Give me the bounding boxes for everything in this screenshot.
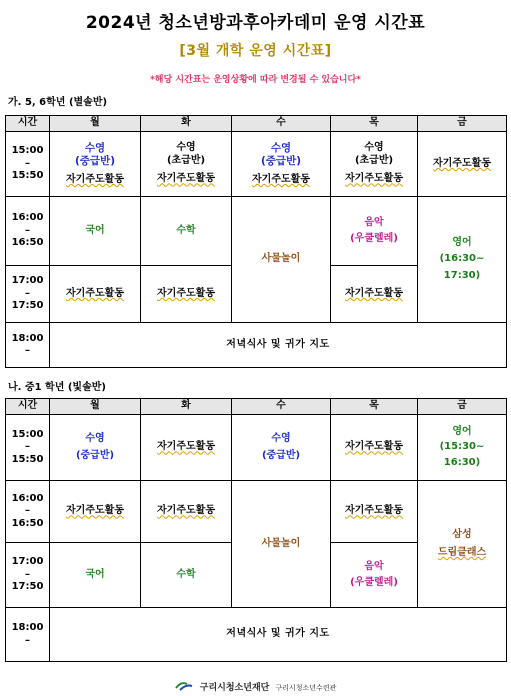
time-cell bbox=[6, 132, 50, 197]
table-row bbox=[6, 323, 507, 368]
time-cell bbox=[6, 323, 50, 368]
time-end: 16:50 bbox=[11, 237, 44, 249]
time-cell bbox=[6, 415, 50, 481]
time-start: 18:00 bbox=[11, 332, 44, 344]
dinner-cell: 저녁식사 및 귀가 지도 bbox=[50, 323, 507, 368]
time-cell bbox=[6, 266, 50, 323]
footer bbox=[0, 680, 511, 695]
table-row bbox=[6, 608, 507, 662]
time-start: 15:00 bbox=[11, 428, 44, 440]
time-start: 16:00 bbox=[11, 212, 44, 224]
table-row bbox=[6, 132, 507, 197]
cell-mon: 국어 bbox=[50, 543, 141, 608]
time-start: 17:00 bbox=[11, 556, 44, 568]
activity-level: (초급반) bbox=[354, 154, 394, 166]
cell-thu: 자기주도활동 bbox=[331, 266, 418, 323]
cell-thu bbox=[331, 197, 418, 266]
cell-fri bbox=[418, 415, 507, 481]
cell-mon: 자기주도활동 bbox=[50, 266, 141, 323]
activity-time-start: (16:30~ bbox=[439, 253, 485, 265]
notice-text: *해당 시간표는 운영상황에 따라 변경될 수 있습니다* bbox=[150, 75, 361, 85]
activity-level: (중급반) bbox=[260, 154, 302, 167]
activity-level: (중급반) bbox=[75, 449, 115, 461]
cell-mon: 국어 bbox=[50, 197, 141, 266]
cell-tue: 수학 bbox=[141, 197, 232, 266]
time-cell bbox=[6, 481, 50, 543]
time-cell bbox=[6, 197, 50, 266]
cell-mon: 자기주도활동 bbox=[50, 481, 141, 543]
activity-name: 음악 bbox=[364, 216, 384, 228]
class2-timetable bbox=[5, 398, 507, 662]
footer-sub: 구리시청소년수련관 bbox=[275, 684, 337, 692]
time-dash: – bbox=[25, 345, 30, 356]
header-fri: 금 bbox=[418, 116, 507, 132]
activity-level: (중급반) bbox=[261, 449, 301, 461]
time-end: 15:50 bbox=[11, 453, 44, 465]
footer-org: 구리시청소년재단 bbox=[199, 683, 270, 693]
activity-self: 자기주도활동 bbox=[433, 157, 491, 169]
activity-time-start: (15:30~ bbox=[439, 441, 485, 453]
cell-fri bbox=[418, 197, 507, 323]
table-row bbox=[6, 415, 507, 481]
time-end: 16:50 bbox=[11, 517, 44, 529]
activity-name: 영어 bbox=[452, 236, 472, 248]
header-tue: 화 bbox=[141, 116, 232, 132]
time-start: 17:00 bbox=[11, 275, 44, 287]
class1-label: 가. 5, 6학년 (별솔반) bbox=[8, 97, 108, 108]
time-dash: – bbox=[25, 568, 30, 580]
time-start: 15:00 bbox=[11, 145, 44, 157]
page-subtitle: [3월 개학 운영 시간표] bbox=[179, 43, 332, 59]
time-start: 18:00 bbox=[11, 622, 44, 633]
time-dash: – bbox=[25, 634, 30, 646]
cell-wed bbox=[232, 132, 331, 197]
time-dash: – bbox=[25, 441, 30, 453]
foundation-logo-icon bbox=[175, 680, 193, 695]
cell-thu: 자기주도활동 bbox=[331, 415, 418, 481]
class2-label: 나. 중1 학년 (빛솔반) bbox=[8, 382, 106, 393]
activity-name: 영어 bbox=[452, 425, 472, 437]
cell-tue: 자기주도활동 bbox=[141, 415, 232, 481]
activity-self: 자기주도활동 bbox=[66, 173, 124, 185]
time-cell bbox=[6, 608, 50, 662]
cell-fri bbox=[418, 132, 507, 197]
cell-wed bbox=[232, 415, 331, 481]
activity-detail: (우쿨렐레) bbox=[350, 577, 398, 588]
activity-name: 수영 bbox=[364, 142, 384, 154]
activity-time-end: 17:30) bbox=[443, 269, 481, 281]
activity-detail: 드림클래스 bbox=[437, 547, 487, 558]
header-tue: 화 bbox=[141, 399, 232, 415]
time-dash: – bbox=[25, 224, 30, 236]
cell-mon bbox=[50, 132, 141, 197]
header-time: 시간 bbox=[6, 399, 50, 415]
activity-self: 자기주도활동 bbox=[252, 173, 310, 185]
activity-name: 음악 bbox=[364, 560, 384, 572]
header-time: 시간 bbox=[6, 116, 50, 132]
table-row bbox=[6, 197, 507, 266]
activity-name: 삼성 bbox=[452, 528, 472, 540]
activity-name: 수영 bbox=[85, 433, 105, 444]
activity-name: 수영 bbox=[176, 142, 196, 154]
cell-tue: 자기주도활동 bbox=[141, 266, 232, 323]
header-fri: 금 bbox=[418, 399, 507, 415]
time-end: 15:50 bbox=[11, 170, 44, 182]
header-mon: 월 bbox=[50, 116, 141, 132]
header-mon: 월 bbox=[50, 399, 141, 415]
dinner-cell: 저녁식사 및 귀가 지도 bbox=[50, 608, 507, 662]
table-header-row bbox=[6, 116, 507, 132]
activity-name: 수영 bbox=[84, 141, 106, 154]
header-wed: 수 bbox=[232, 116, 331, 132]
class1-timetable bbox=[5, 115, 507, 368]
cell-thu bbox=[331, 132, 418, 197]
activity-name: 수영 bbox=[270, 141, 292, 154]
activity-level: (초급반) bbox=[166, 154, 206, 166]
time-dash: – bbox=[25, 505, 30, 517]
cell-wed: 사물놀이 bbox=[232, 197, 331, 323]
header-thu: 목 bbox=[331, 399, 418, 415]
time-cell bbox=[6, 543, 50, 608]
header-wed: 수 bbox=[232, 399, 331, 415]
time-dash: – bbox=[25, 157, 30, 169]
activity-name: 수영 bbox=[271, 433, 291, 444]
header-thu: 목 bbox=[331, 116, 418, 132]
time-dash: – bbox=[25, 287, 30, 299]
activity-self: 자기주도활동 bbox=[157, 173, 215, 185]
cell-tue bbox=[141, 132, 232, 197]
table-row bbox=[6, 481, 507, 543]
page-title: 2024년 청소년방과후아카데미 운영 시간표 bbox=[85, 13, 426, 33]
cell-fri bbox=[418, 481, 507, 608]
cell-tue: 수학 bbox=[141, 543, 232, 608]
time-end: 17:50 bbox=[11, 581, 44, 593]
time-start: 16:00 bbox=[11, 492, 44, 504]
activity-level: (중급반) bbox=[74, 154, 116, 167]
time-end: 17:50 bbox=[11, 300, 44, 312]
activity-self: 자기주도활동 bbox=[345, 173, 403, 185]
cell-tue: 자기주도활동 bbox=[141, 481, 232, 543]
cell-wed: 사물놀이 bbox=[232, 481, 331, 608]
cell-thu bbox=[331, 543, 418, 608]
table-header-row bbox=[6, 399, 507, 415]
activity-time-end: 16:30) bbox=[443, 456, 481, 468]
activity-detail: (우쿨렐레) bbox=[350, 233, 398, 244]
cell-mon bbox=[50, 415, 141, 481]
cell-thu: 자기주도활동 bbox=[331, 481, 418, 543]
